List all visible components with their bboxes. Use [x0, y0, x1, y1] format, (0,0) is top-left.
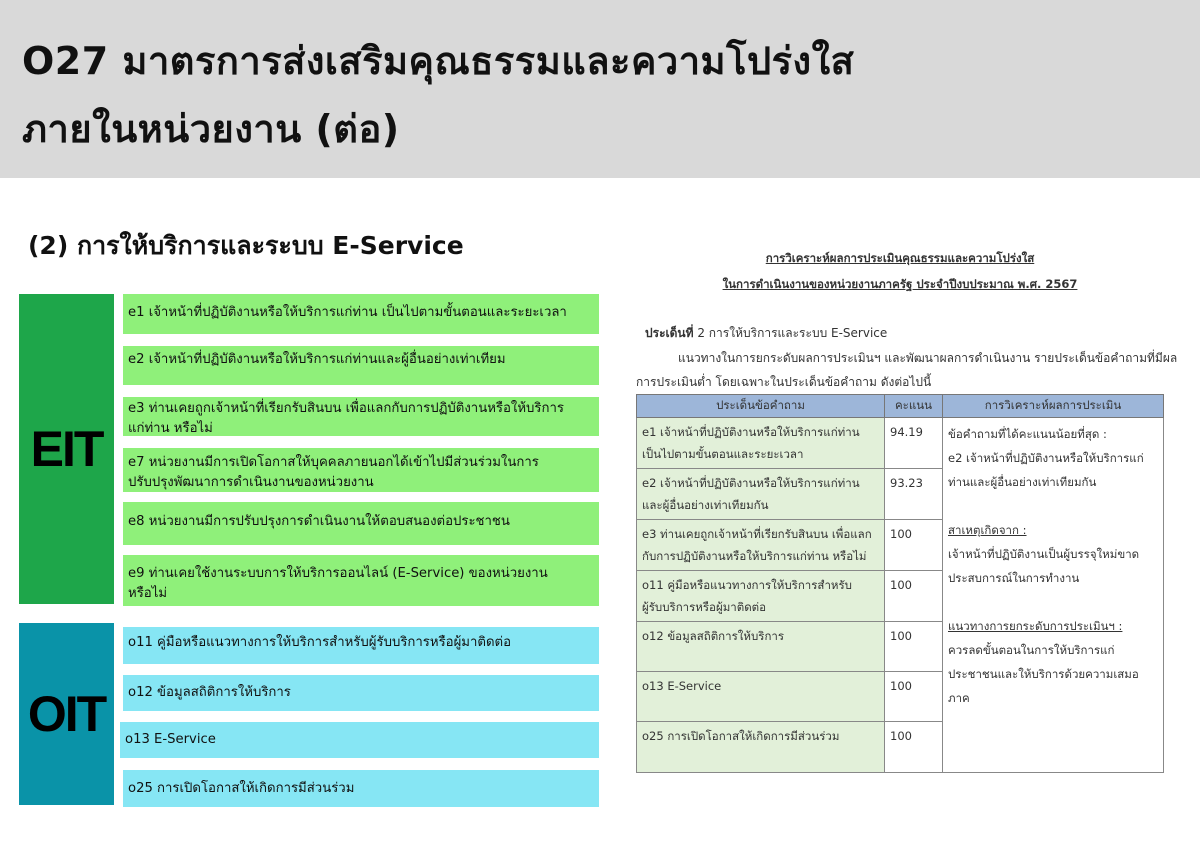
oit-item-o13	[120, 722, 599, 758]
document-title-1: การวิเคราะห์ผลการประเมินคุณธรรมและความโปร่งใส	[765, 251, 1035, 265]
question-line: o25 การเปิดโอกาสให้เกิดการมีส่วนร่วม	[642, 729, 840, 743]
question-line: o11 คู่มือหรือแนวทางการให้บริการสำหรับ	[642, 578, 852, 592]
oit-label: OIT	[27, 686, 106, 742]
question-line: ผู้รับบริการหรือผู้มาติดต่อ	[642, 600, 767, 614]
analysis-line: ภาค	[948, 691, 970, 705]
item-text-line: แก่ท่าน หรือไม่	[128, 421, 213, 436]
analysis-cause-heading: สาเหตุเกิดจาก :	[948, 523, 1027, 537]
oit-item-o25	[123, 770, 599, 807]
score-cell: 93.23	[885, 469, 943, 520]
issue-line	[645, 324, 887, 343]
item-text-line: e1 เจ้าหน้าที่ปฏิบัติงานหรือให้บริการแก่ท่าน เป็นไปตามขั้นตอนและระยะเวลา	[128, 305, 567, 320]
score-cell: 100	[885, 520, 943, 571]
item-text-line: e3 ท่านเคยถูกเจ้าหน้าที่เรียกรับสินบน เพื่อแลกกับการปฏิบัติงานหรือให้บริการ	[128, 401, 564, 416]
question-cell	[637, 722, 885, 773]
item-text-line: ปรับปรุงพัฒนาการดำเนินงานของหน่วยงาน	[128, 475, 374, 490]
question-line: e1 เจ้าหน้าที่ปฏิบัติงานหรือให้บริการแก่ท่าน	[642, 425, 860, 439]
table-row	[637, 418, 1164, 469]
page-title-line-2: ภายในหน่วยงาน (ต่อ)	[22, 107, 400, 151]
question-cell	[637, 469, 885, 520]
page-title-line-1: O27 มาตรการส่งเสริมคุณธรรมและความโปร่งใส	[22, 39, 855, 83]
question-line: o12 ข้อมูลสถิติการให้บริการ	[642, 629, 785, 643]
score-cell: 100	[885, 622, 943, 672]
item-text-line: o25 การเปิดโอกาสให้เกิดการมีส่วนร่วม	[128, 781, 355, 796]
analysis-line: เจ้าหน้าที่ปฏิบัติงานเป็นผู้บรรจุใหม่ขาด	[948, 547, 1140, 561]
item-text-line: o11 คู่มือหรือแนวทางการให้บริการสำหรับผู้รับบริการหรือผู้มาติดต่อ	[128, 635, 512, 650]
analysis-line: ควรลดขั้นตอนในการให้บริการแก่	[948, 643, 1115, 657]
question-line: e2 เจ้าหน้าที่ปฏิบัติงานหรือให้บริการแก่ท่าน	[642, 476, 860, 490]
intro-line-1: แนวทางในการยกระดับผลการประเมินฯ และพัฒนาผลการดำเนินงาน รายประเด็นข้อคำถามที่มีผล	[678, 351, 1178, 365]
oit-item-o11	[123, 627, 599, 664]
item-text-line: e2 เจ้าหน้าที่ปฏิบัติงานหรือให้บริการแก่ท่านและผู้อื่นอย่างเท่าเทียม	[128, 352, 506, 367]
issue-text: 2 การให้บริการและระบบ E-Service	[697, 326, 888, 340]
analysis-line: ประชาชนและให้บริการด้วยความเสมอ	[948, 667, 1139, 681]
evaluation-table	[636, 394, 1164, 773]
eit-item-e7	[123, 448, 599, 492]
question-cell	[637, 520, 885, 571]
intro-line-2: การประเมินต่ำ โดยเฉพาะในประเด็นข้อคำถาม ดังต่อไปนี้	[636, 375, 932, 389]
analysis-line: ประสบการณ์ในการทำงาน	[948, 571, 1080, 585]
oit-item-o12	[123, 675, 599, 711]
oit-label-block	[19, 623, 114, 805]
column-header: คะแนน	[885, 395, 943, 418]
eit-item-e9	[123, 555, 599, 606]
analysis-line: e2 เจ้าหน้าที่ปฏิบัติงานหรือให้บริการแก่	[948, 451, 1144, 465]
question-cell	[637, 622, 885, 672]
score-cell: 100	[885, 672, 943, 722]
analysis-line: ท่านและผู้อื่นอย่างเท่าเทียมกัน	[948, 475, 1097, 489]
eit-label-block	[19, 294, 114, 604]
score-cell: 94.19	[885, 418, 943, 469]
section-subtitle: (2) การให้บริการและระบบ E-Service	[28, 231, 464, 260]
eit-item-e1	[123, 294, 599, 334]
analysis-approach-heading: แนวทางการยกระดับการประเมินฯ :	[948, 619, 1123, 633]
item-text-line: e9 ท่านเคยใช้งานระบบการให้บริการออนไลน์ (E-Service) ของหน่วยงาน	[128, 566, 548, 581]
question-line: o13 E-Service	[642, 679, 722, 693]
question-line: เป็นไปตามขั้นตอนและระยะเวลา	[642, 447, 804, 461]
column-header: ประเด็นข้อคำถาม	[637, 395, 885, 418]
issue-label: ประเด็นที่	[645, 326, 694, 340]
eit-item-e2	[123, 346, 599, 385]
eit-item-e3	[123, 397, 599, 436]
item-text-line: e8 หน่วยงานมีการปรับปรุงการดำเนินงานให้ตอบสนองต่อประชาชน	[128, 514, 510, 529]
item-text-line: หรือไม่	[128, 586, 168, 601]
table-header-row	[637, 395, 1164, 418]
eit-item-e8	[123, 502, 599, 545]
question-cell	[637, 672, 885, 722]
score-cell: 100	[885, 571, 943, 622]
score-cell: 100	[885, 722, 943, 773]
document-title-2: ในการดำเนินงานของหน่วยงานภาครัฐ ประจำปีงบประมาณ พ.ศ. 2567	[722, 277, 1078, 291]
question-line: กับการปฏิบัติงานหรือให้บริการแก่ท่าน หรือไม่	[642, 549, 867, 563]
question-cell	[637, 418, 885, 469]
question-cell	[637, 571, 885, 622]
analysis-lowest-heading: ข้อคำถามที่ได้คะแนนน้อยที่สุด :	[948, 427, 1107, 441]
eit-label: EIT	[30, 421, 103, 477]
item-text-line: o12 ข้อมูลสถิติการให้บริการ	[128, 685, 291, 700]
question-line: e3 ท่านเคยถูกเจ้าหน้าที่เรียกรับสินบน เพื่อแลก	[642, 527, 872, 541]
item-text-line: e7 หน่วยงานมีการเปิดโอกาสให้บุคคลภายนอกได้เข้าไปมีส่วนร่วมในการ	[128, 455, 539, 470]
question-line: และผู้อื่นอย่างเท่าเทียมกัน	[642, 498, 769, 512]
header-banner	[0, 0, 1200, 178]
analysis-cell	[943, 418, 1164, 773]
item-text-line: o13 E-Service	[125, 732, 216, 747]
column-header: การวิเคราะห์ผลการประเมิน	[943, 395, 1164, 418]
